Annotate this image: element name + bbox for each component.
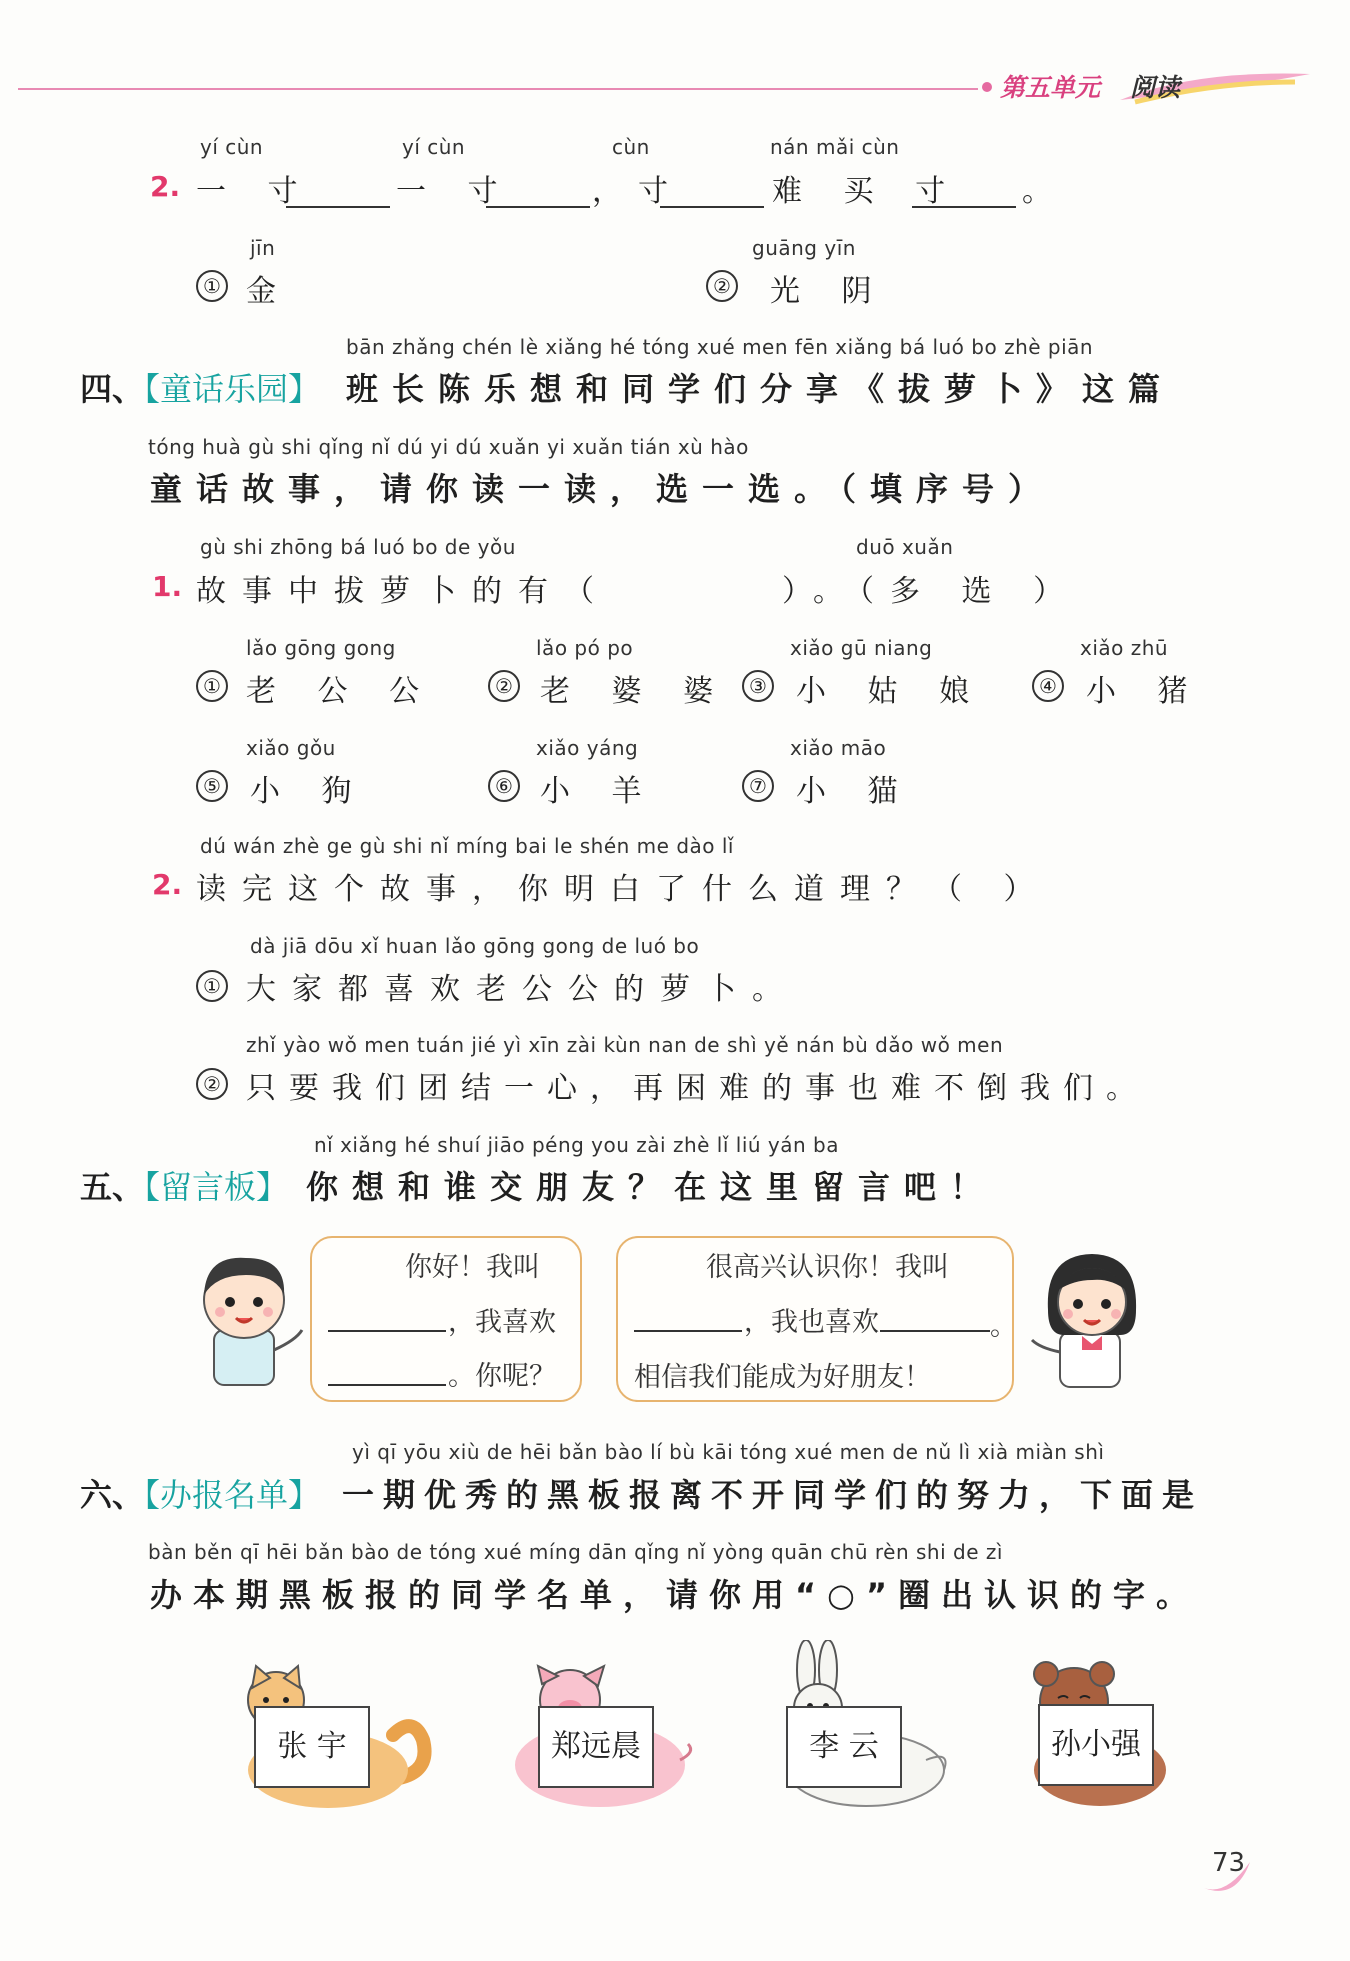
question-text: 一 寸 <box>196 174 314 209</box>
option-marker: ② <box>196 1068 228 1100</box>
section-heading <box>80 1470 320 1516</box>
option-marker: ① <box>196 970 228 1002</box>
pinyin: bàn běn qī hēi bǎn bào de tóng xué míng dān qǐng nǐ yòng quān chū rèn shi de zì <box>148 1540 1003 1564</box>
question-text: ，寸 <box>592 174 684 209</box>
name-sign[interactable]: 孙小强 <box>1038 1704 1154 1786</box>
option-text: 金 <box>246 274 292 309</box>
pinyin: duō xuǎn <box>856 535 954 559</box>
pinyin: dà jiā dōu xǐ huan lǎo gōng gong de luó bo <box>250 934 700 958</box>
question-text: 。 <box>1022 174 1068 209</box>
pinyin: xiǎo māo <box>790 736 887 760</box>
pinyin: nǐ xiǎng hé shuí jiāo péng you zài zhè lǐ liú yán ba <box>314 1133 839 1157</box>
pinyin: tóng huà gù shi qǐng nǐ dú yi dú xuǎn yi xuǎn tián xù hào <box>148 435 749 459</box>
pinyin: nán mǎi cùn <box>770 135 900 159</box>
option-marker: ⑦ <box>742 770 774 802</box>
option-marker: ③ <box>742 670 774 702</box>
option-text: 小 猫 <box>796 774 914 809</box>
section-tag: 【童话乐园】 <box>144 370 321 408</box>
pinyin: xiǎo gǒu <box>246 736 336 760</box>
option-text: 大家都喜欢老公公的萝卜。 <box>246 972 798 1007</box>
name-sign[interactable]: 张 宇 <box>254 1706 370 1788</box>
option-text: 只要我们团结一心，再困难的事也难不倒我们。 <box>246 1071 1149 1106</box>
option-text: 小 猪 <box>1086 674 1204 709</box>
pinyin: guāng yīn <box>752 236 856 260</box>
option-marker: ② <box>488 670 520 702</box>
section-tag: 【留言板】 <box>144 1168 289 1206</box>
answer-blank[interactable] <box>486 206 590 208</box>
name-blank[interactable] <box>328 1330 446 1332</box>
pinyin: cùn <box>612 135 650 159</box>
option-text: 小 姑 娘 <box>796 674 986 709</box>
boy-illustration <box>186 1240 316 1390</box>
option-marker: ① <box>196 670 228 702</box>
section-text: 童话故事，请你读一读，选一选。（填序号） <box>150 470 1055 508</box>
bubble-text: 很高兴认识你！我叫 <box>706 1252 949 1283</box>
answer-blank[interactable] <box>286 206 390 208</box>
bubble-text: ，我喜欢 <box>448 1307 556 1338</box>
pinyin: yí cùn <box>200 135 264 159</box>
section-heading <box>80 1162 288 1208</box>
pinyin: zhǐ yào wǒ men tuán jié yì xīn zài kùn nan de shì yě nán bù dǎo wǒ men <box>246 1033 1004 1057</box>
section-title: 阅读 <box>1130 73 1181 102</box>
question-text: 难 买 寸 <box>772 174 962 209</box>
answer-blank[interactable] <box>912 206 1016 208</box>
option-marker: ⑤ <box>196 770 228 802</box>
option-text: 光 阴 <box>770 274 888 309</box>
question-number: 2. <box>150 170 181 203</box>
question-text: ）。（多 选 ） <box>782 574 1080 609</box>
pinyin: yì qī yōu xiù de hēi bǎn bào lí bù kāi tóng xué men de nǔ lì xià miàn shì <box>352 1440 1105 1464</box>
section-text: 一期优秀的黑板报离不开同学们的努力，下面是 <box>342 1476 1204 1514</box>
header-rule <box>18 88 978 90</box>
girl-illustration <box>1020 1240 1150 1390</box>
option-text: 老 公 公 <box>246 674 436 709</box>
pinyin: jīn <box>250 236 276 260</box>
question-number: 1. <box>152 570 183 603</box>
bubble-text: 。 <box>990 1311 1017 1342</box>
answer-blank[interactable] <box>660 206 764 208</box>
pinyin: xiǎo zhū <box>1080 636 1169 660</box>
pinyin: lǎo gōng gong <box>246 636 396 660</box>
section-heading <box>80 364 320 410</box>
option-text: 小 羊 <box>540 774 658 809</box>
name-sign[interactable]: 郑远晨 <box>538 1706 654 1788</box>
bubble-text: 。你呢？ <box>448 1361 556 1392</box>
section-text: 你想和谁交朋友？在这里留言吧！ <box>306 1168 997 1206</box>
option-marker: ④ <box>1032 670 1064 702</box>
bubble-text: 你好！我叫 <box>405 1252 540 1283</box>
option-marker: ② <box>706 270 738 302</box>
option-marker: ⑥ <box>488 770 520 802</box>
pinyin: yí cùn <box>402 135 466 159</box>
section-prefix: 六、 <box>80 1476 145 1514</box>
option-marker: ① <box>196 270 228 302</box>
pinyin: dú wán zhè ge gù shi nǐ míng bai le shén me dào lǐ <box>200 834 734 858</box>
header-dot-icon <box>982 82 992 92</box>
pinyin: lǎo pó po <box>536 636 634 660</box>
section-text: 办本期黑板报的同学名单，请你用“○”圈出认识的字。 <box>150 1576 1199 1614</box>
page-number: 73 <box>1212 1848 1246 1878</box>
pinyin: xiǎo gū niang <box>790 636 933 660</box>
section-prefix: 五、 <box>80 1168 145 1206</box>
bubble-text: 相信我们能成为好朋友！ <box>634 1362 931 1393</box>
pinyin: gù shi zhōng bá luó bo de yǒu <box>200 535 516 559</box>
section-text: 班长陈乐想和同学们分享《拔萝卜》这篇 <box>346 370 1175 408</box>
question-text: 读完这个故事，你明白了什么道理？（ ） <box>196 872 1050 907</box>
unit-title: 第五单元 <box>1000 73 1101 102</box>
pinyin: bān zhǎng chén lè xiǎng hé tóng xué men fēn xiǎng bá luó bo zhè piān <box>346 335 1094 359</box>
question-text: 一 寸 <box>396 174 514 209</box>
hobby-blank[interactable] <box>880 1330 990 1332</box>
section-tag: 【办报名单】 <box>144 1476 321 1514</box>
name-sign[interactable]: 李 云 <box>786 1706 902 1788</box>
option-text: 老 婆 婆 <box>540 674 730 709</box>
option-text: 小 狗 <box>250 774 368 809</box>
pinyin: xiǎo yáng <box>536 736 639 760</box>
name-blank[interactable] <box>634 1330 742 1332</box>
bubble-text: ，我也喜欢 <box>744 1307 879 1338</box>
question-text: 故事中拔萝卜的有（ <box>196 574 610 609</box>
hobby-blank[interactable] <box>328 1384 446 1386</box>
question-number: 2. <box>152 868 183 901</box>
section-prefix: 四、 <box>80 370 145 408</box>
